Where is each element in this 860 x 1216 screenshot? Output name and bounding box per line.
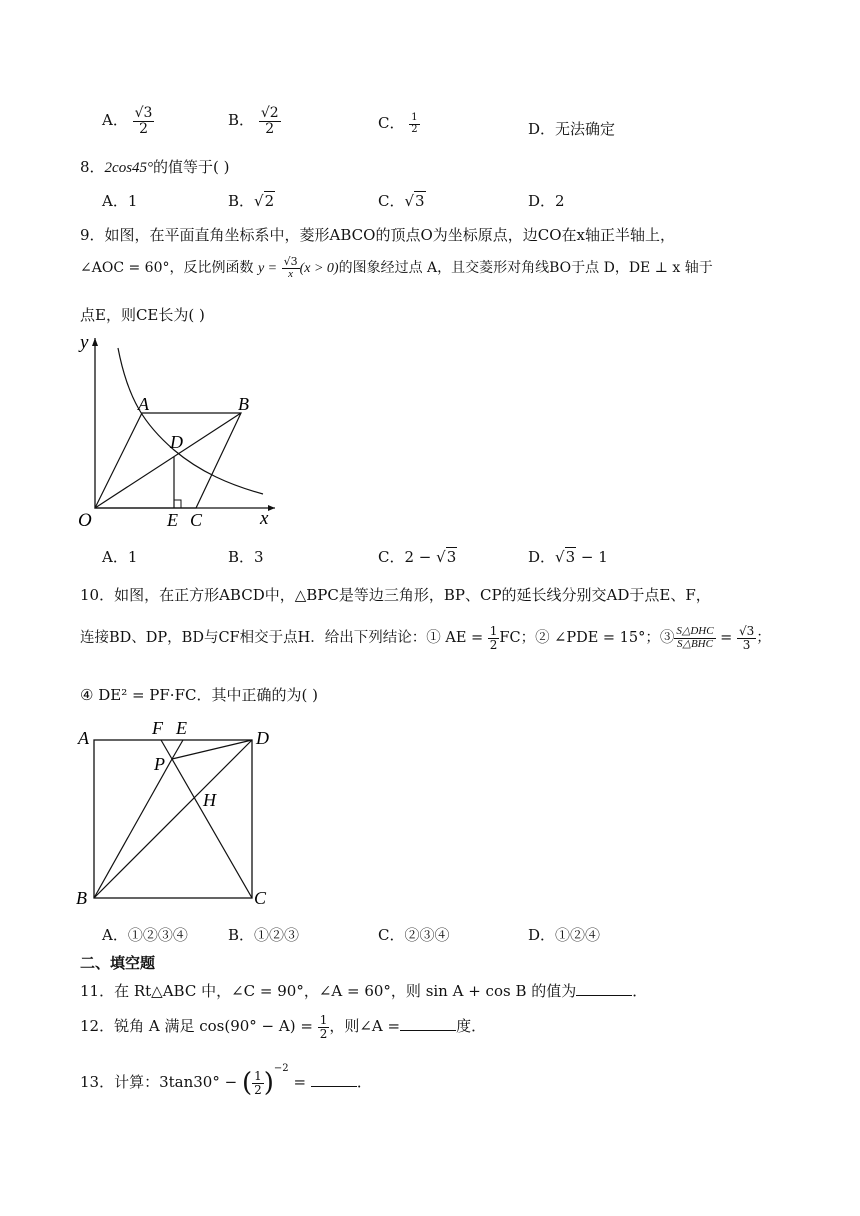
segment-pe [172,740,183,759]
hyperbola-curve [118,348,263,494]
q7-b-fraction: $\frac{√2}{2}$ [260,105,279,137]
q9-option-b: B．3 [228,548,264,566]
label-y: y [80,332,89,353]
q8-option-a: A．1 [102,192,138,210]
q7-a-label: A． [102,111,128,130]
q10-line2: 连接BD、DP，BD与CF相交于点H．给出下列结论：① AE = $\frac{1}{2}$ FC；② ∠PDE = 15°；③ $\frac{\text{S△DHC}}{\text{S△BHC}}$ = $\frac{√3}{3}$ ； [80,624,771,652]
label-d: D [170,432,183,452]
q9-option-d: D．√3 − 1 [528,548,608,566]
label-f: F [152,718,163,738]
q9-option-c: C．2 − √3 [378,548,457,566]
q11-answer-blank[interactable] [576,995,632,996]
q9-figure [70,330,290,530]
q9-option-a: A．1 [102,548,138,566]
q10-figure [70,712,280,912]
q9-func-fraction: $\frac{√3}{x}$ [283,255,298,280]
label-h: H [203,790,216,810]
label-c: C [190,510,203,530]
label-b: B [238,394,249,414]
q12-answer-blank[interactable] [400,1030,456,1031]
q7-option-c [378,112,420,135]
q10-option-c: C．②③④ [378,926,450,944]
q7-option-a [102,106,154,136]
q7-b-label: B． [228,111,255,130]
section-heading: 二、填空题 [80,954,156,972]
q12: 12．锐角 A 满足 cos(90° − A) = $\frac{1}{2}$ ，则∠A = 度． [80,1013,487,1041]
q10-option-b: B．①②③ [228,926,300,944]
q8-stem: 8．2cos45°的值等于( ) [80,158,230,176]
q11: 11．在 Rt△ABC 中，∠C = 90°，∠A = 60°，则 sin A + cos B 的值为 ． [80,982,648,1000]
q7-a-fraction: $\frac{√3}{2}$ [134,105,153,137]
q13-answer-blank[interactable] [311,1086,357,1087]
q7-option-d: D．无法确定 [528,120,616,138]
q8-option-d: D．2 [528,192,565,210]
y-arrow-icon [92,338,98,346]
diagonal-bd [94,740,252,898]
label-e: E [176,718,187,738]
label-b: B [76,888,87,908]
q10-half-fraction: $\frac{1}{2}$ [489,624,498,652]
label-a: A [138,394,149,414]
label-p: P [154,754,165,774]
q10-option-d: D．①②④ [528,926,601,944]
label-o: O [78,510,92,530]
label-x: x [260,508,269,529]
q10-root3-fraction: $\frac{√3}{3}$ [738,624,755,652]
right-angle-mark [174,500,181,508]
q7-option-b [228,106,281,136]
q9-line1: 9．如图，在平面直角坐标系中，菱形ABCO的顶点O为坐标原点，边CO在x轴正半轴上， [80,226,675,244]
q7-c-label: C． [378,114,405,132]
q10-option-a: A．①②③④ [102,926,188,944]
q10-area-ratio: $\frac{\text{S△DHC}}{\text{S△BHC}}$ [676,625,714,650]
label-e: E [167,510,178,530]
q13: 13．计算：3tan30° − ( $\frac{1}{2}$ )$^{-2}$ = ． [80,1063,372,1098]
segment-dp [172,740,252,759]
label-d: D [256,728,269,748]
q8-option-c: C．√3 [378,192,425,210]
q10-line1: 10．如图，在正方形ABCD中，△BPC是等边三角形，BP、CP的延长线分别交AD于点E、F， [80,586,711,604]
q13-half-fraction: $\frac{1}{2}$ [254,1068,262,1097]
segment-bp [94,759,172,898]
label-c: C [254,888,267,908]
q10-line3: ④ DE² = PF·FC．其中正确的为( ) [80,686,318,704]
q8-option-b: B．√2 [228,192,275,210]
q9-line2: ∠AOC = 60°，反比例函数 y = $\frac{√3}{x}$ (x > 0)的图象经过点 A，且交菱形对角线BO于点 D，DE ⊥ x 轴于 [80,255,713,280]
label-a: A [78,728,89,748]
x-arrow-icon [268,505,275,511]
q9-line3: 点E，则CE长为( ) [80,306,205,324]
q12-half-fraction: $\frac{1}{2}$ [319,1013,328,1041]
q7-c-fraction: $\frac{1}{2}$ [411,112,418,135]
